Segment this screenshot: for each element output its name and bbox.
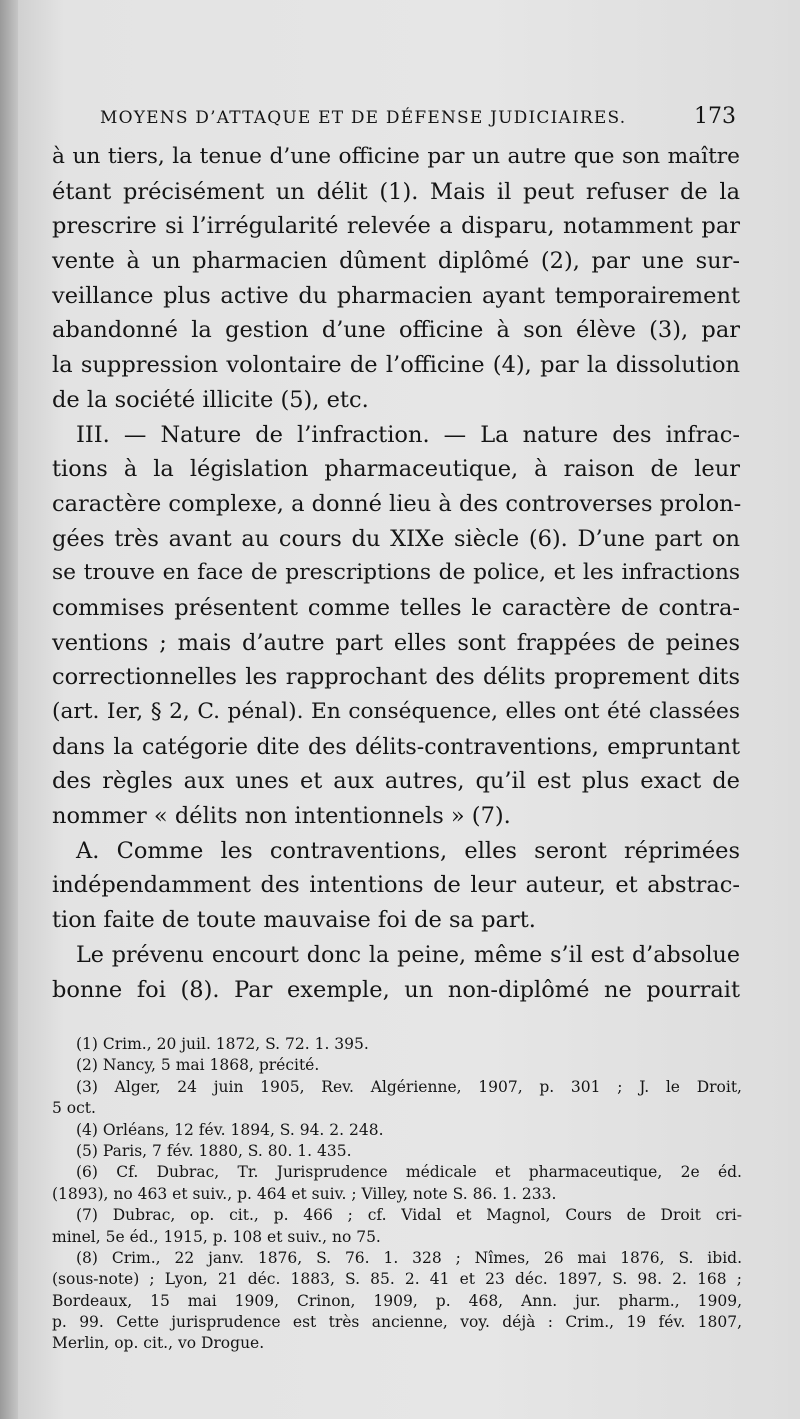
footnotes bbox=[52, 1034, 742, 1355]
main-text bbox=[52, 140, 740, 1007]
footnote-line: (6) Cf. Dubrac, Tr. Jurisprudence médicale et pharmaceutique, 2e éd. bbox=[76, 1163, 742, 1182]
running-title: MOYENS D’ATTAQUE ET DE DÉFENSE JUDICIAIRES. bbox=[100, 108, 627, 128]
text-line: dans la catégorie dite des délits-contraventions, empruntant bbox=[52, 733, 740, 760]
text-line: se trouve en face de prescriptions de police, et les infractions bbox=[52, 560, 740, 586]
footnote-line: (4) Orléans, 12 fév. 1894, S. 94. 2. 248. bbox=[76, 1120, 384, 1139]
text-line: correctionnelles les rapprochant des délits proprement dits bbox=[52, 664, 740, 691]
text-line: indépendamment des intentions de leur auteur, et abstrac- bbox=[52, 872, 740, 899]
footnote-line: Merlin, op. cit., vo Drogue. bbox=[52, 1334, 265, 1353]
text-line: étant précisément un délit (1). Mais il peut refuser de la bbox=[52, 178, 740, 205]
text-line: (art. Ier, § 2, C. pénal). En conséquence, elles ont été classées bbox=[52, 699, 740, 724]
text-line: A. Comme les contraventions, elles seront réprimées bbox=[76, 837, 740, 864]
section-heading-line: III. — Nature de l’infraction. — La nature des infrac- bbox=[76, 421, 740, 448]
footnote-line: (3) Alger, 24 juin 1905, Rev. Algérienne, 1907, p. 301 ; J. le Droit, bbox=[76, 1077, 742, 1096]
footnote-line: (2) Nancy, 5 mai 1868, précité. bbox=[76, 1056, 320, 1075]
text-line: la suppression volontaire de l’officine (4), par la dissolution bbox=[52, 352, 740, 379]
text-line: veillance plus active du pharmacien ayant temporairement bbox=[52, 282, 740, 309]
text-line: tion faite de toute mauvaise foi de sa part. bbox=[52, 907, 536, 934]
text-line: tions à la législation pharmaceutique, à raison de leur bbox=[52, 456, 740, 483]
text-line: abandonné la gestion d’une officine à son élève (3), par bbox=[52, 317, 740, 344]
text-line: prescrire si l’irrégularité relevée a disparu, notamment par bbox=[52, 213, 740, 240]
text-line: commises présentent comme telles le caractère de contra- bbox=[52, 594, 740, 621]
text-line: ventions ; mais d’autre part elles sont frappées de peines bbox=[52, 629, 740, 656]
text-line: Le prévenu encourt donc la peine, même s’il est d’absolue bbox=[76, 941, 740, 968]
text-line: de la société illicite (5), etc. bbox=[52, 386, 369, 413]
text-line: nommer « délits non intentionnels » (7). bbox=[52, 803, 511, 830]
text-line: des règles aux unes et aux autres, qu’il est plus exact de bbox=[52, 768, 740, 795]
footnote-line: 5 oct. bbox=[52, 1099, 96, 1118]
text-line: à un tiers, la tenue d’une officine par un autre que son maître bbox=[52, 144, 740, 169]
footnote-line: (sous-note) ; Lyon, 21 déc. 1883, S. 85. 2. 41 et 23 déc. 1897, S. 98. 2. 168 ; bbox=[52, 1270, 742, 1289]
footnote-line: (1) Crim., 20 juil. 1872, S. 72. 1. 395. bbox=[76, 1035, 369, 1053]
footnote-line: (8) Crim., 22 janv. 1876, S. 76. 1. 328 ; Nîmes, 26 mai 1876, S. ibid. bbox=[76, 1248, 742, 1267]
footnote-line: (5) Paris, 7 fév. 1880, S. 80. 1. 435. bbox=[76, 1141, 352, 1160]
footnote-line: p. 99. Cette jurisprudence est très ancienne, voy. déjà : Crim., 19 fév. 1807, bbox=[52, 1313, 742, 1332]
text-line: vente à un pharmacien dûment diplômé (2), par une sur- bbox=[52, 248, 740, 275]
running-header bbox=[100, 104, 736, 129]
footnote-line: (7) Dubrac, op. cit., p. 466 ; cf. Vidal et Magnol, Cours de Droit cri- bbox=[76, 1206, 742, 1225]
text-line: caractère complexe, a donné lieu à des controverses prolon- bbox=[52, 490, 742, 517]
text-line: bonne foi (8). Par exemple, un non-diplômé ne pourrait bbox=[52, 976, 740, 1003]
text-line: gées très avant au cours du XIXe siècle (6). D’une part on bbox=[52, 525, 740, 552]
footnote-line: minel, 5e éd., 1915, p. 108 et suiv., no 75. bbox=[52, 1227, 381, 1246]
footnote-line: Bordeaux, 15 mai 1909, Crinon, 1909, p. 468, Ann. jur. pharm., 1909, bbox=[52, 1291, 742, 1310]
footnote-line: (1893), no 463 et suiv., p. 464 et suiv. ; Villey, note S. 86. 1. 233. bbox=[52, 1184, 557, 1203]
page-number: 173 bbox=[694, 104, 736, 129]
